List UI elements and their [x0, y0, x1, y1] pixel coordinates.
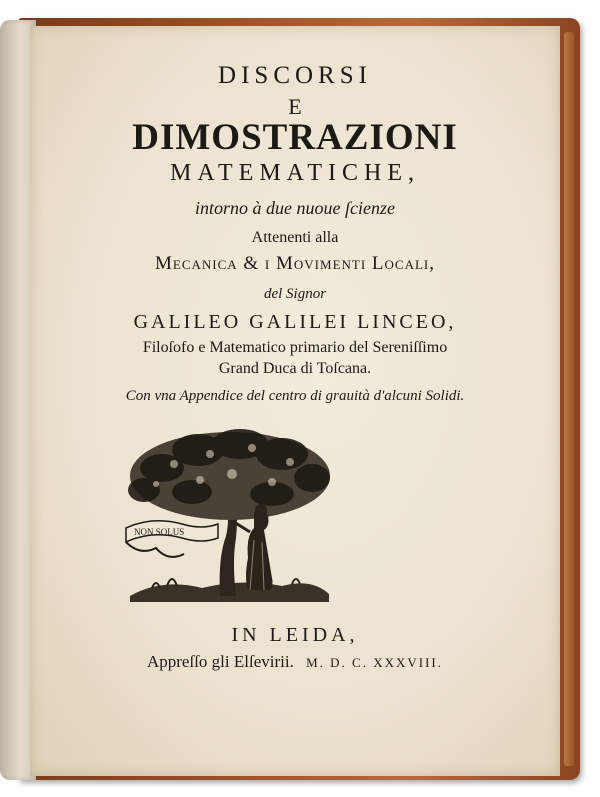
appendix-line: Con vna Appendice del centro di grauità d'alcuni Solidi.: [125, 388, 465, 404]
mecanica-line: Mecanica & i Movimenti Locali,: [154, 253, 435, 274]
title-line-discorsi: DISCORSI: [218, 62, 372, 89]
elzevir-tree-emblem-icon: [122, 428, 337, 606]
attenenti-line: Attenenti alla: [251, 229, 339, 246]
emblem-motto: NON SOLUS: [134, 527, 185, 537]
title-page: [30, 26, 560, 776]
title-line-e: E: [288, 94, 302, 119]
imprint-publisher: Appreſſo gli Elſevirii.: [146, 652, 294, 671]
subtitle-line: intorno à due nuoue ſcienze: [195, 198, 395, 218]
title-line-matematiche: MATEMATICHE,: [170, 160, 420, 186]
author-title-line: Filoſofo e Matematico primario del Sereniſſimo: [142, 339, 448, 356]
imprint-year: M. D. C. XXXVIII.: [306, 655, 443, 670]
grand-duca-line: Grand Duca di Toſcana.: [218, 360, 372, 377]
del-signor-line: del Signor: [263, 286, 327, 302]
title-line-dimostrazioni: DIMOSTRAZIONI: [132, 117, 458, 158]
author-line: GALILEO GALILEI LINCEO,: [133, 311, 457, 333]
imprint-line: [30, 652, 560, 672]
imprint-city: IN LEIDA,: [231, 624, 359, 646]
